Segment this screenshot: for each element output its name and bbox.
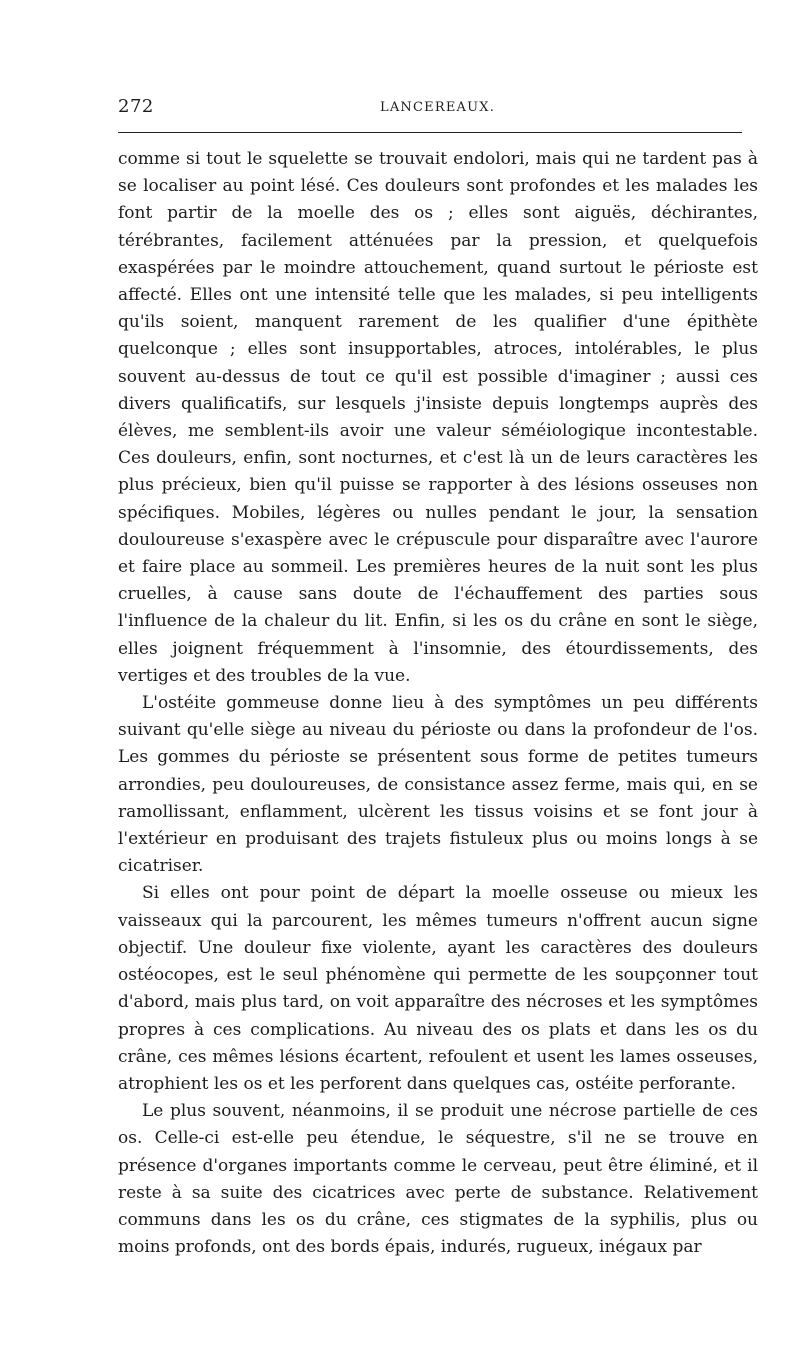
page-number: 272 xyxy=(118,96,154,117)
paragraph: L'ostéite gommeuse donne lieu à des symptômes un peu différents suivant qu'elle siège au niveau du périoste ou dans la profondeur de l'os. Les gommes du périoste se présentent sous forme de petites tumeurs arrondies, peu douloureuses, de consistance assez ferme, mais qui, en se ramollissant, enflamment, ulcèrent les tissus voisins et se font jour à l'extérieur en produisant des trajets fistuleux plus ou moins longs à se cicatriser. xyxy=(118,693,758,877)
paragraph: Si elles ont pour point de départ la moelle osseuse ou mieux les vaisseaux qui la parcourent, les mêmes tumeurs n'offrent aucun signe objectif. Une douleur fixe violente, ayant les caractères des douleurs ostéocopes, est le seul phénomène qui permette de les soupçonner tout d'abord, mais plus tard, on voit apparaître des nécroses et les symptômes propres à ces complications. Au niveau des os plats et dans les os du crâne, ces mêmes lésions écartent, refoulent et usent les lames osseuses, atrophient les os et les perforent dans quelques cas, ostéite perforante. xyxy=(118,883,758,1094)
paragraph: Le plus souvent, néanmoins, il se produit une nécrose partielle de ces os. Celle-ci est-elle peu étendue, le séquestre, s'il ne se trouve en présence d'organes importants comme le cerveau, peut être éliminé, et il reste à sa suite des cicatrices avec perte de substance. Relativement communs dans les os du crâne, ces stigmates de la syphilis, plus ou moins profonds, ont des bords épais, indurés, rugueux, inégaux par xyxy=(118,1101,758,1258)
header-rule xyxy=(118,132,742,133)
running-head xyxy=(118,96,742,122)
body-text xyxy=(118,146,758,1261)
running-title: LANCEREAUX. xyxy=(380,100,496,115)
paragraph: comme si tout le squelette se trouvait endolori, mais qui ne tardent pas à se localiser au point lésé. Ces douleurs sont profondes et les malades les font partir de la moelle des os ; elles sont aiguës, déchirantes, térébrantes, facilement atténuées par la pression, et quelquefois exaspérées par le moindre attouchement, quand surtout le périoste est affecté. Elles ont une intensité telle que les malades, si peu intelligents qu'ils soient, manquent rarement de les qualifier d'une épithète quelconque ; elles sont insupportables, atroces, intolérables, le plus souvent au-dessus de tout ce qu'il est possible d'imaginer ; aussi ces divers qualificatifs, sur lesquels j'insiste depuis longtemps auprès des élèves, me semblent-ils avoir une valeur séméiologique incontestable. Ces douleurs, enfin, sont nocturnes, et c'est là un de leurs caractères les plus précieux, bien qu'il puisse se rapporter à des lésions osseuses non spécifiques. Mobiles, légères ou nulles pendant le jour, la sensation douloureuse s'exaspère avec le crépuscule pour disparaître avec l'aurore et faire place au sommeil. Les premières heures de la nuit sont les plus cruelles, à cause sans doute de l'échauffement des parties sous l'influence de la chaleur du lit. Enfin, si les os du crâne en sont le siège, elles joignent fréquemment à l'insomnie, des étourdissements, des vertiges et des troubles de la vue. xyxy=(118,149,758,686)
